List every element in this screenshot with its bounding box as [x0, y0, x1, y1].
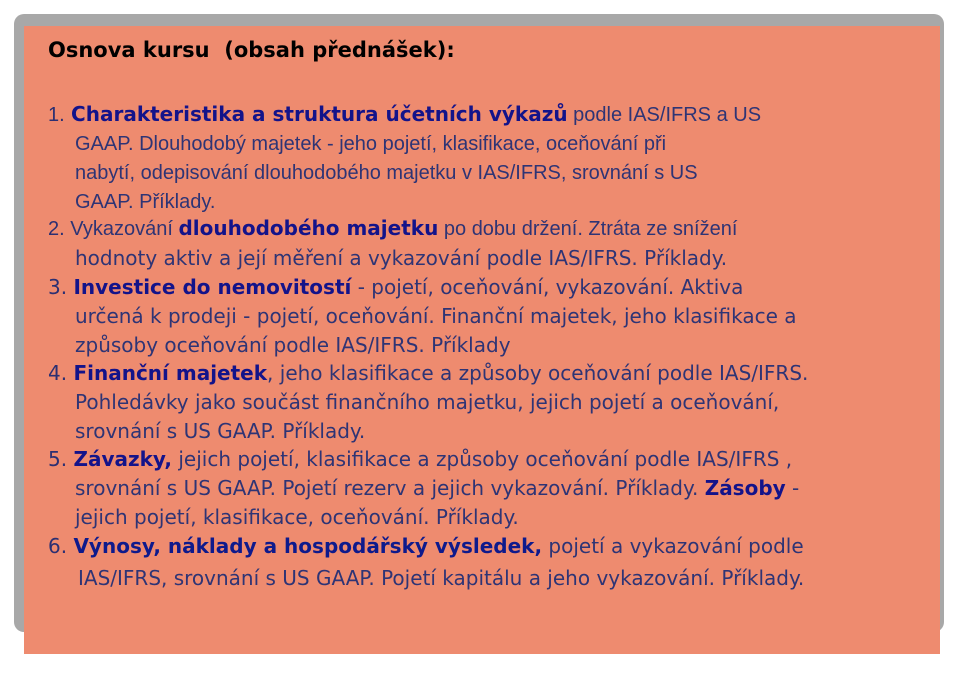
item-text: podle IAS/IFRS a US: [567, 104, 762, 126]
item-heading: Charakteristika a struktura účetních výkazů: [71, 102, 568, 126]
item-number: 1.: [48, 104, 65, 126]
list-item-2: [48, 214, 928, 273]
item-text: nabytí, odepisování dlouhodobého majetku v IAS/IFRS, srovnání s US: [75, 162, 698, 184]
item-text: pojetí a vykazování podle: [542, 534, 804, 558]
item-number: 5.: [48, 447, 68, 471]
item-text: určená k prodeji - pojetí, oceňování. Finanční majetek, jeho klasifikace a: [75, 304, 797, 328]
item-number: 2.: [48, 218, 65, 240]
item-text: Vykazování: [64, 218, 179, 240]
item-text: , jeho klasifikace a způsoby oceňování podle IAS/IFRS.: [267, 361, 809, 385]
item-text: Pohledávky jako součást finančního majetku, jejich pojetí a oceňování,: [75, 390, 780, 414]
item-number: 3.: [48, 275, 68, 299]
item-text: jejich pojetí, klasifikace, oceňování. Příklady.: [75, 505, 519, 529]
item-text: srovnání s US GAAP. Pojetí rezerv a jejich vykazování. Příklady.: [75, 476, 699, 500]
list-item-4: [48, 359, 928, 446]
item-text: způsoby oceňování podle IAS/IFRS. Příklady: [75, 333, 511, 357]
item-heading: dlouhodobého majetku: [178, 216, 439, 240]
item-number: 6.: [48, 534, 68, 558]
item-heading: Investice do nemovitostí: [73, 275, 352, 299]
list-item-3: [48, 273, 928, 360]
item-heading: Zásoby: [704, 476, 786, 500]
page-title: Osnova kursu (obsah přednášek):: [48, 38, 455, 62]
item-heading: Finanční majetek: [73, 361, 268, 385]
item-text: srovnání s US GAAP. Příklady.: [75, 419, 366, 443]
item-text: IAS/IFRS, srovnání s US GAAP. Pojetí kapitálu a jeho vykazování. Příklady.: [78, 566, 805, 590]
item-text: GAAP. Dlouhodobý majetek - jeho pojetí, klasifikace, oceňování při: [75, 133, 667, 155]
item-text: - pojetí, oceňování, vykazování. Aktiva: [351, 275, 744, 299]
item-heading: Výnosy, náklady a hospodářský výsledek,: [73, 534, 543, 558]
item-text: GAAP. Příklady.: [75, 191, 216, 213]
item-text: hodnoty aktiv a její měření a vykazování podle IAS/IFRS. Příklady.: [75, 246, 728, 270]
list-item-1: [48, 100, 928, 217]
item-heading: Závazky,: [73, 447, 173, 471]
list-item-5: [48, 445, 928, 532]
item-number: 4.: [48, 361, 68, 385]
list-item-6: [48, 532, 928, 593]
item-text: jejich pojetí, klasifikace a způsoby oceňování podle IAS/IFRS ,: [172, 447, 793, 471]
item-text: po dobu držení. Ztráta ze snížení: [438, 218, 738, 240]
item-text: -: [785, 476, 800, 500]
